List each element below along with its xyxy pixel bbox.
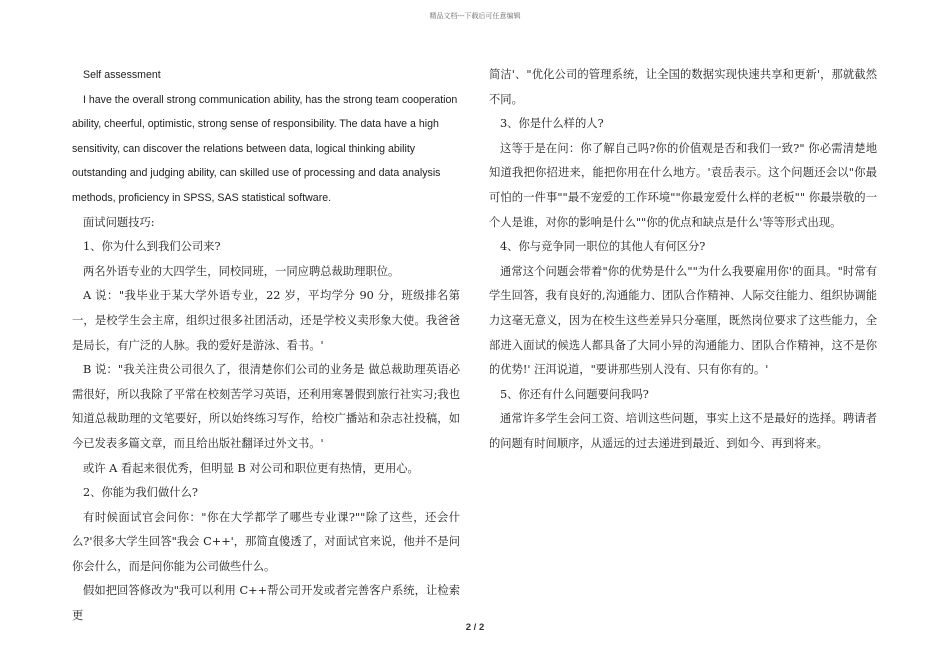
tips-heading: 面试问题技巧: <box>83 215 155 229</box>
answer-b: B 说："我关注贵公司很久了，很清楚你们公司的业务是 做总裁助理英语必需很好，所以我除了平常在校刻苦学习英语，还利用寒暑假到旅行社实习;我也知道总裁助理的文笔要好，所以始终练习写作，给校广播站和杂志社投稿，如今已发表多篇文章，而且给出版社翻译过外文书。' <box>72 363 460 450</box>
question-1: 1、你为什么到我们公司来? <box>83 240 221 254</box>
continuation-paragraph: 简洁'、"优化公司的管理系统，让全国的数据实现快速共享和更新'，那就截然不同。 <box>489 68 877 106</box>
question-1-context: 两名外语专业的大四学生，同校同班，一同应聘总裁助理职位。 <box>83 264 400 278</box>
question-3: 3、你是什么样的人? <box>500 117 604 131</box>
question-2: 2、你能为我们做什么? <box>83 486 198 500</box>
right-column <box>489 63 877 457</box>
question-4: 4、你与竞争同一职位的其他人有何区分? <box>500 240 706 254</box>
question-1-summary: 或许 A 看起来很优秀，但明显 B 对公司和职位更有热情，更用心。 <box>83 461 419 475</box>
page-number: 2 / 2 <box>465 622 485 633</box>
section-title: Self assessment <box>83 69 161 81</box>
question-3-answer: 这等于是在问：你了解自己吗?你的价值观是否和我们一致?" 你必需清楚地知道我把你招进来，能把你用在什么地方。'袁岳表示。这个问题还会以"你最可怕的一件事""最不宠爱的工作环境""你最宠爱什么样的老板"" 你最崇敬的一个人是谁，对你的影响是什么""你的优点和缺点是什么'等等形式出现。 <box>489 141 877 229</box>
question-4-answer: 通常这个问题会带着"你的优势是什么""为什么我要雇用你'的面具。"时常有学生回答，我有良好的,沟通能力、团队合作精神、人际交往能力、组织协调能力这毫无意义，因为在校生这些差异只分毫厘，既然岗位要求了这些能力，全部进入面试的候选人都具备了大同小异的沟通能力、团队合作精神，这不是你的优势!' 汪洱说道，"要讲那些别人没有、只有你有的。' <box>489 264 877 377</box>
left-column <box>72 63 460 629</box>
question-5: 5、你还有什么问题要问我吗? <box>500 387 649 401</box>
question-2-paragraph-2: 假如把回答修改为"我可以利用 C++帮公司开发或者完善客户系统，让检索更 <box>72 584 460 623</box>
question-2-paragraph-1: 有时候面试官会问你："你在大学都学了哪些专业课?""除了这些，还会什么?'很多大学生回答"我会 C++'，那简直傻透了，对面试官来说，他并不是问你会什么，而是问你能为公司做些什么。 <box>72 510 460 573</box>
self-assessment-text: I have the overall strong communication ability, has the strong team cooperation ability, cheerful, optimistic, strong sense of responsibility. The data have a high sensitivity, can discover the relations between data, logical thinking ability outstanding and judging ability, can skilled use of processing and data analysis methods, proficiency in SPSS, SAS statistical software. <box>72 93 458 204</box>
question-5-answer: 通常许多学生会问工资、培训这些问题，事实上这不是最好的选择。聘请者的问题有时间顺序，从遥远的过去递进到最近、到如今、再到将来。 <box>489 412 877 450</box>
answer-a: A 说："我毕业于某大学外语专业，22 岁，平均学分 90 分，班级排名第一，是校学生会主席，组织过很多社团活动，还是学校义卖形象大使。我爸爸是局长，有广泛的人脉。我的爱好是游泳、看书。' <box>72 289 460 352</box>
page-header: 精品文档---下载后可任意编辑 <box>429 12 521 20</box>
